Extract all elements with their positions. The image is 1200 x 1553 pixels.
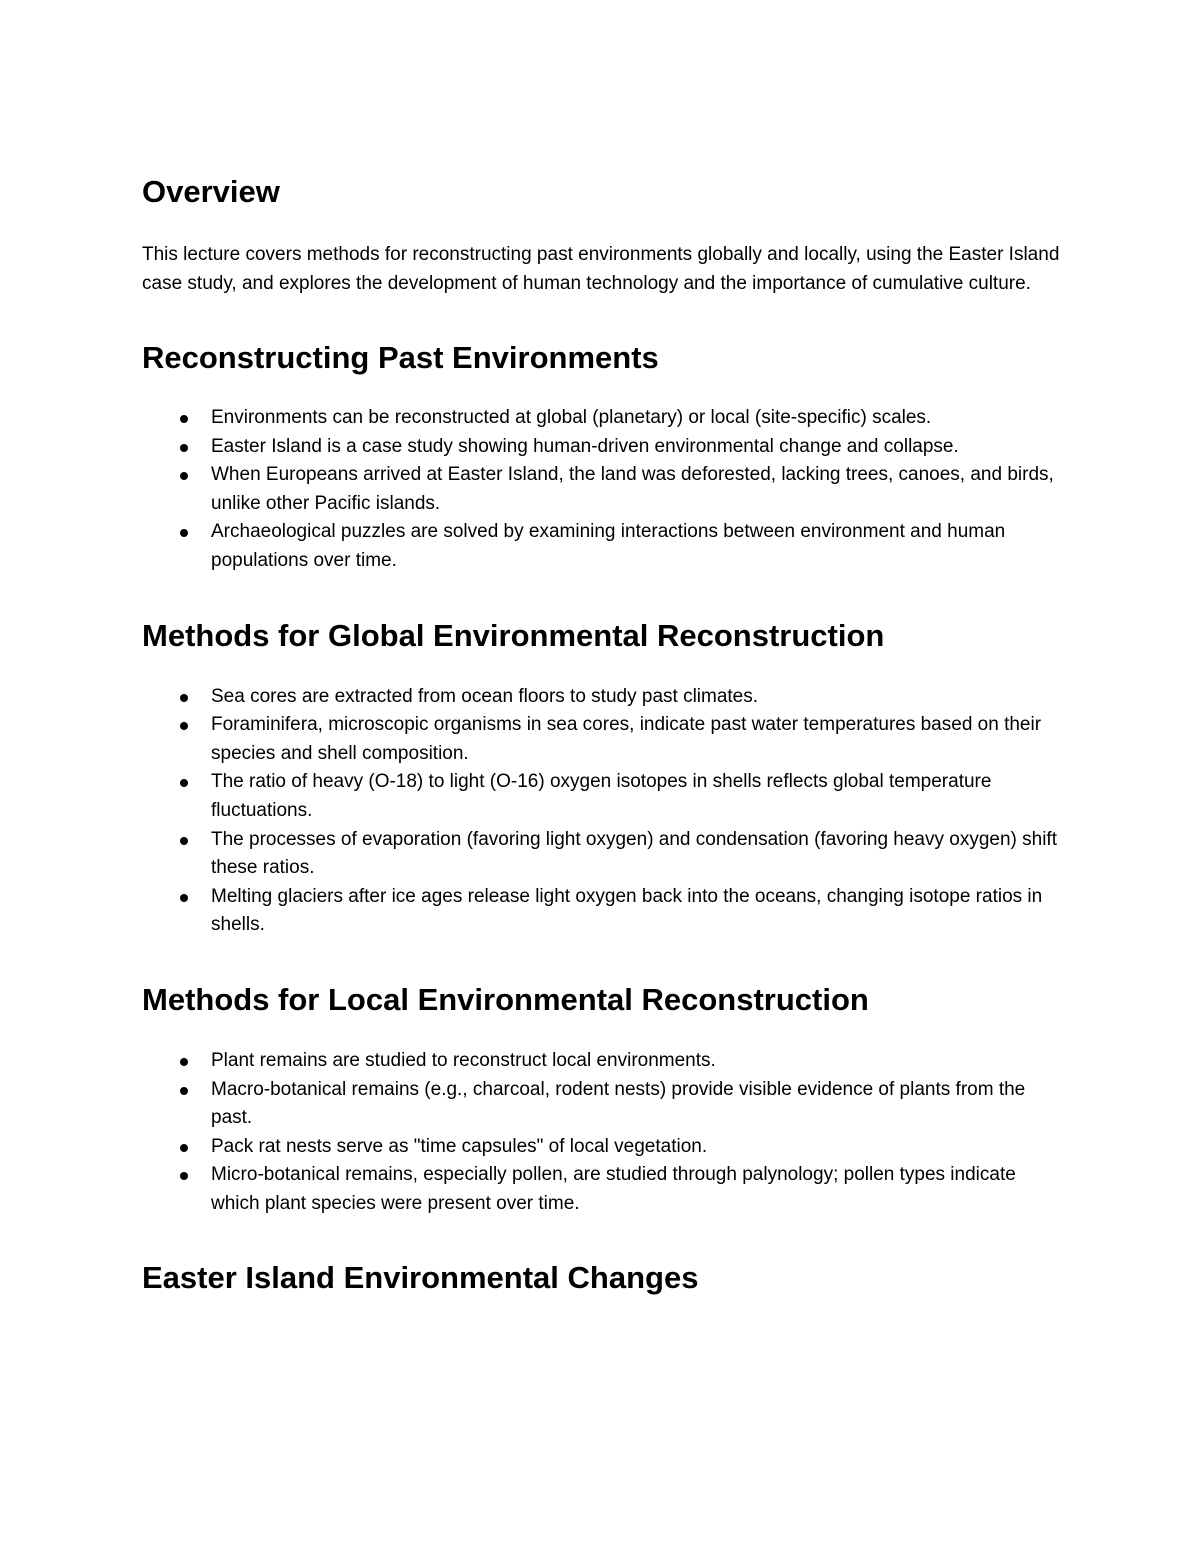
list-item xyxy=(142,711,1062,768)
list-item xyxy=(142,1133,1062,1162)
list-item xyxy=(142,518,1062,575)
bullet-icon xyxy=(180,472,188,480)
easter-section xyxy=(142,1258,1062,1298)
overview-paragraph: This lecture covers methods for reconstructing past environments globally and locally, using the Easter Island case study, and explores the development of human technology and the importance of cumulative culture. xyxy=(142,244,1060,294)
bullet-icon xyxy=(180,837,188,845)
list-item xyxy=(142,768,1062,825)
list-item-text: Melting glaciers after ice ages release light oxygen back into the oceans, changing isotope ratios in shells. xyxy=(211,885,1043,936)
list-item xyxy=(142,826,1062,883)
bullet-icon xyxy=(180,1058,188,1066)
bullet-icon xyxy=(180,529,188,537)
list-item-text: Sea cores are extracted from ocean floors to study past climates. xyxy=(211,685,759,707)
global-heading: Methods for Global Environmental Reconstruction xyxy=(142,617,885,653)
list-item xyxy=(142,404,1062,433)
list-item xyxy=(142,683,1062,712)
list-item-text: Foraminifera, microscopic organisms in sea cores, indicate past water temperatures based on their species and shell composition. xyxy=(211,714,1042,764)
list-item-text: The ratio of heavy (O-18) to light (O-16) oxygen isotopes in shells reflects global temperature fluctuations. xyxy=(211,771,992,821)
easter-heading: Easter Island Environmental Changes xyxy=(142,1260,699,1296)
bullet-icon xyxy=(180,1087,188,1095)
reconstructing-section xyxy=(142,338,1062,576)
bullet-icon xyxy=(180,894,188,902)
bullet-icon xyxy=(180,415,188,423)
reconstructing-heading: Reconstructing Past Environments xyxy=(142,340,659,375)
list-item xyxy=(142,1161,1062,1218)
list-item-text: Archaeological puzzles are solved by examining interactions between environment and human populations over time. xyxy=(211,521,1006,571)
bullet-icon xyxy=(180,1144,188,1152)
list-item xyxy=(142,461,1062,518)
reconstructing-list xyxy=(142,404,1062,576)
list-item xyxy=(142,1047,1062,1076)
bullet-icon xyxy=(180,1172,188,1180)
document-page xyxy=(142,172,1062,1298)
list-item-text: Macro-botanical remains (e.g., charcoal, rodent nests) provide visible evidence of plants from the past. xyxy=(211,1078,1026,1129)
global-section xyxy=(142,616,1062,940)
bullet-icon xyxy=(180,722,188,730)
list-item xyxy=(142,433,1062,462)
list-item-text: Environments can be reconstructed at global (planetary) or local (site-specific) scales. xyxy=(211,407,932,428)
list-item xyxy=(142,883,1062,940)
local-heading: Methods for Local Environmental Reconstruction xyxy=(142,981,869,1017)
bullet-icon xyxy=(180,694,188,702)
bullet-icon xyxy=(180,779,188,787)
bullet-icon xyxy=(180,444,188,452)
global-list xyxy=(142,683,1062,940)
local-list xyxy=(142,1047,1062,1219)
list-item-text: When Europeans arrived at Easter Island, the land was deforested, lacking trees, canoes, and birds, unlike other Pacific islands. xyxy=(211,464,1054,514)
list-item-text: Plant remains are studied to reconstruct local environments. xyxy=(211,1049,716,1071)
overview-section xyxy=(142,172,1062,298)
list-item-text: Easter Island is a case study showing human-driven environmental change and collapse. xyxy=(211,435,959,457)
local-section xyxy=(142,980,1062,1219)
list-item-text: Pack rat nests serve as "time capsules" of local vegetation. xyxy=(211,1135,708,1157)
overview-heading: Overview xyxy=(142,174,280,209)
list-item-text: Micro-botanical remains, especially pollen, are studied through palynology; pollen types indicate which plant species were present over time. xyxy=(211,1164,1016,1214)
list-item xyxy=(142,1076,1062,1133)
list-item-text: The processes of evaporation (favoring light oxygen) and condensation (favoring heavy oxygen) shift these ratios. xyxy=(211,828,1057,879)
